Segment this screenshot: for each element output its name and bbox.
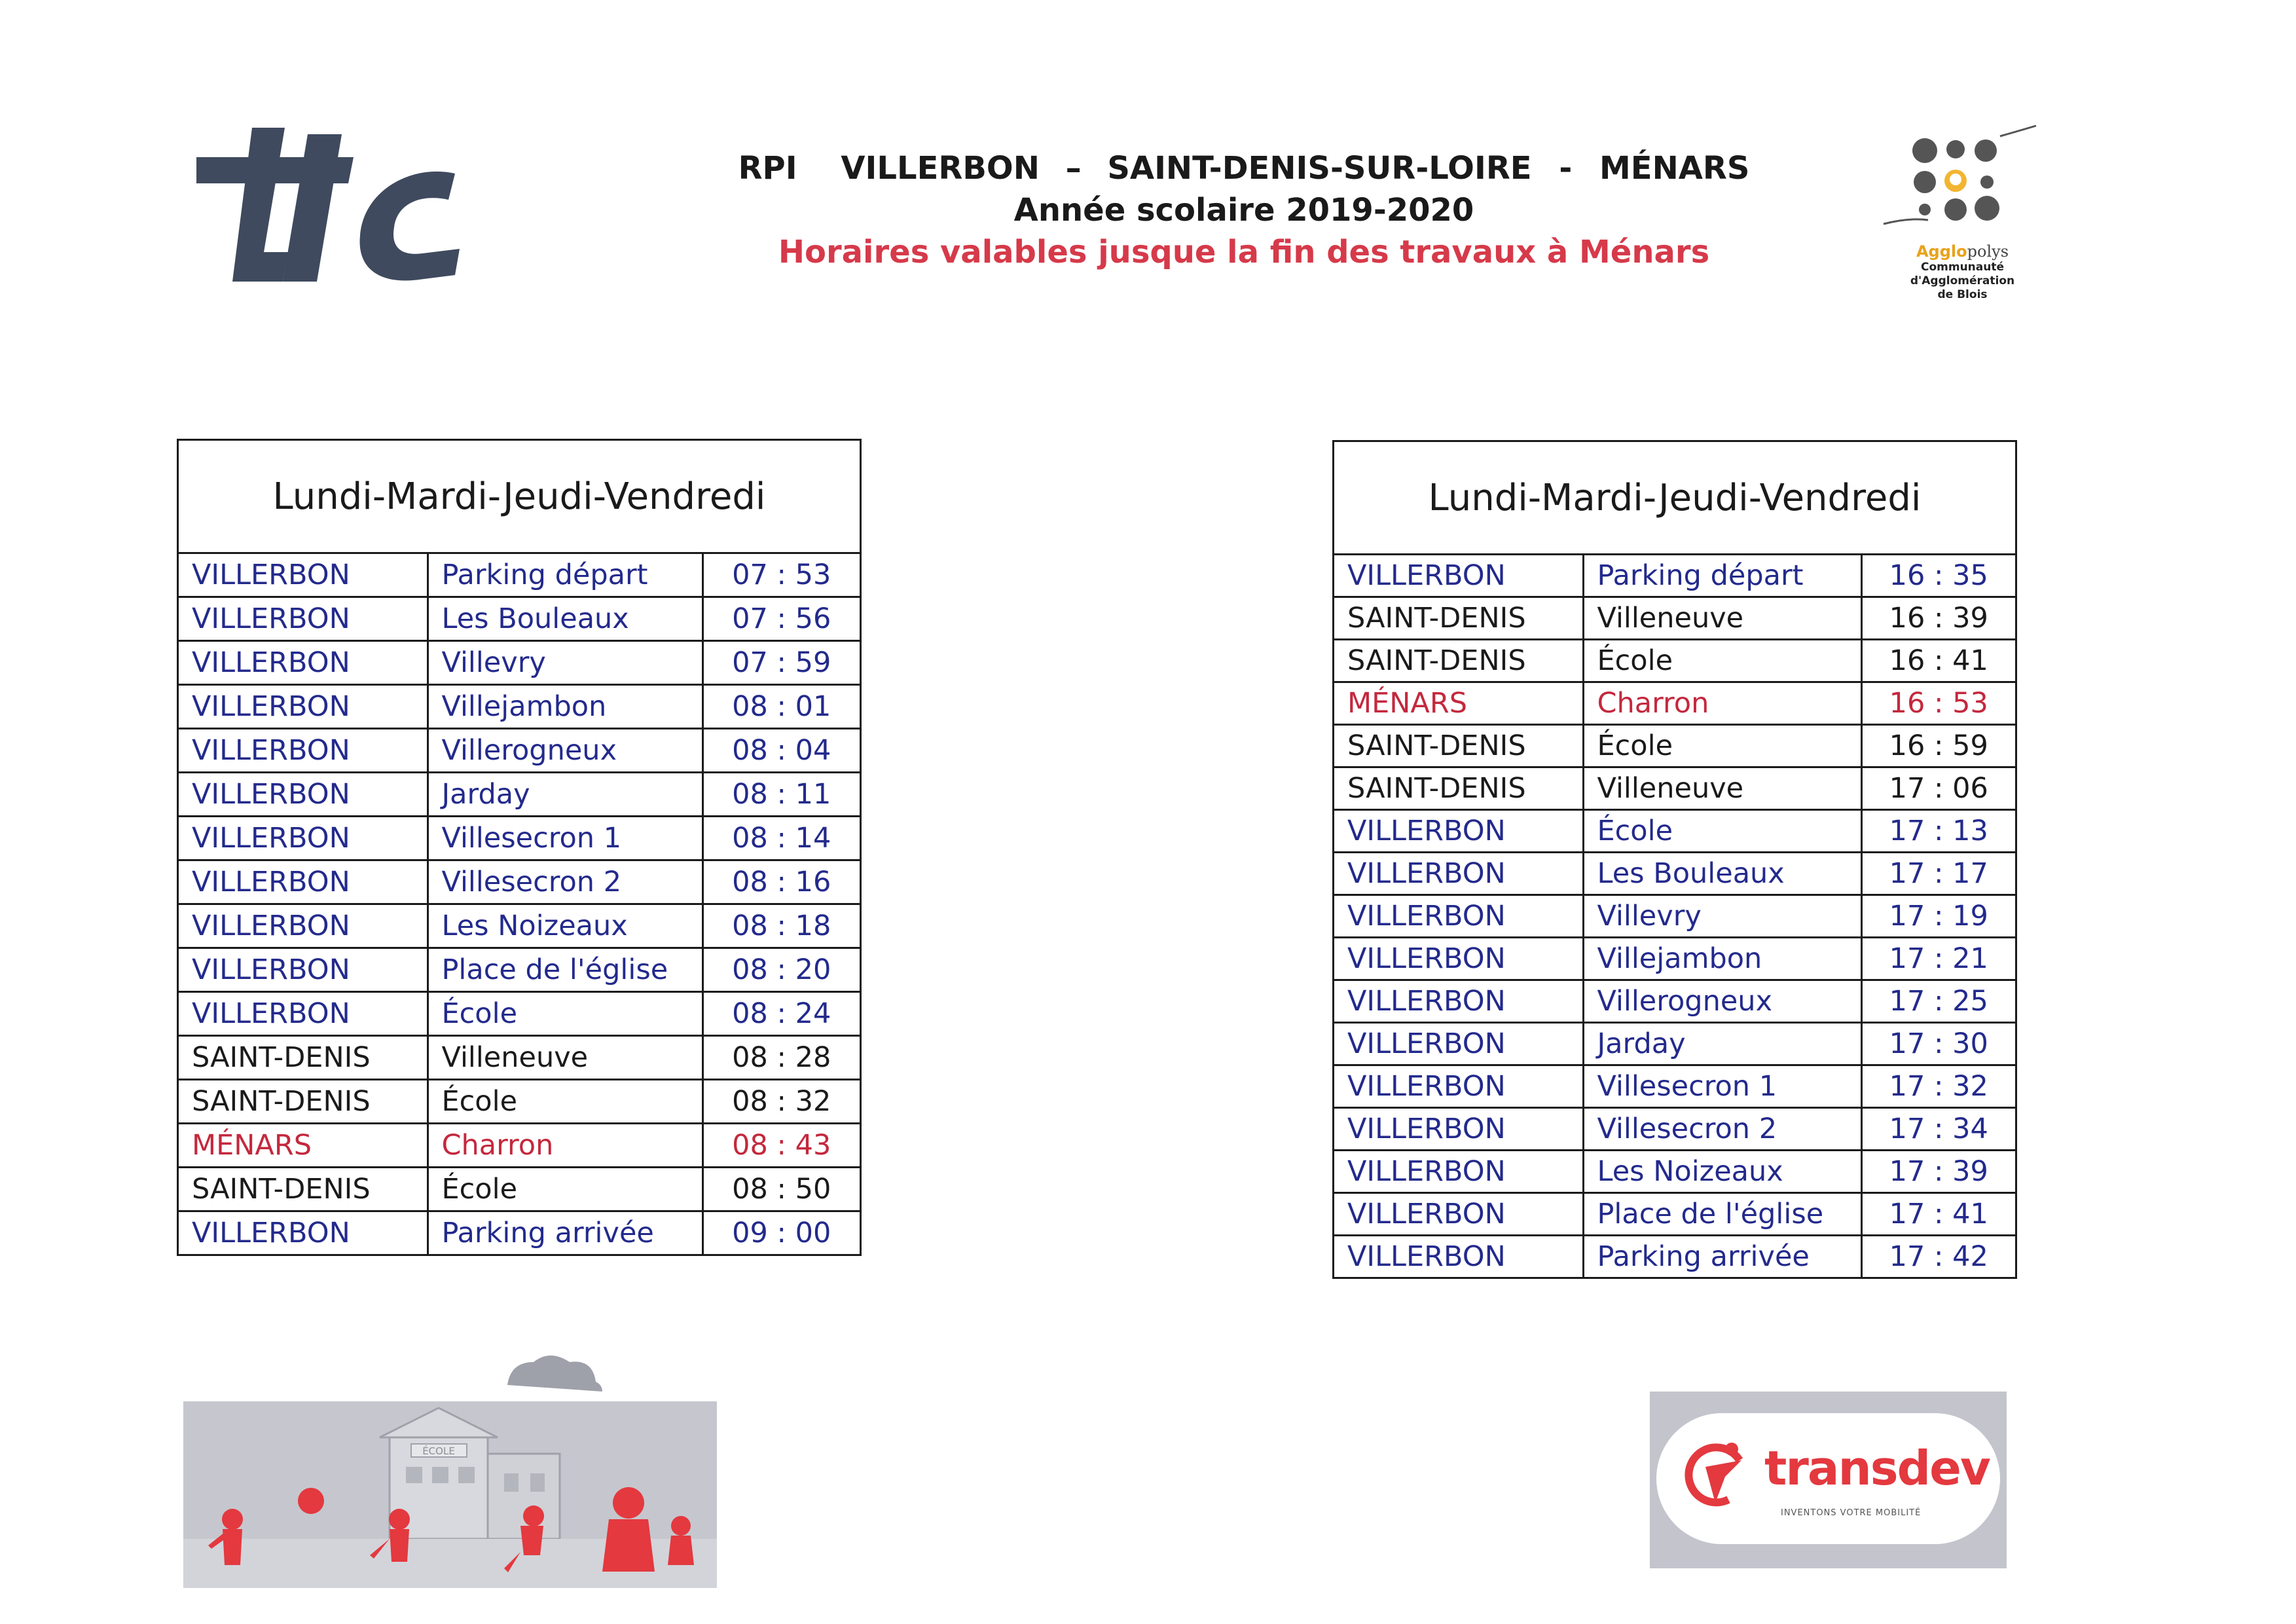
stop-town: VILLERBON xyxy=(179,1211,428,1255)
schedule-row xyxy=(1334,810,2015,853)
stop-time: 08 : 04 xyxy=(702,729,860,773)
stop-time: 16 : 53 xyxy=(1861,682,2015,725)
stop-time: 17 : 34 xyxy=(1861,1108,2015,1151)
tlc-logo xyxy=(196,128,484,291)
agglopolys-logo xyxy=(1882,124,2043,321)
stop-name: Parking arrivée xyxy=(428,1211,702,1255)
schedule-row xyxy=(1334,938,2015,980)
schedule-row xyxy=(1334,597,2015,640)
schedule-row xyxy=(179,729,860,773)
schedule-row xyxy=(1334,767,2015,810)
stop-town: SAINT-DENIS xyxy=(179,1168,428,1211)
stop-time: 07 : 56 xyxy=(702,597,860,641)
stop-time: 08 : 16 xyxy=(702,860,860,904)
stop-name: Parking arrivée xyxy=(1583,1236,1861,1278)
stop-name: Villeneuve xyxy=(1583,597,1861,640)
schedule-row xyxy=(179,1080,860,1124)
stop-town: VILLERBON xyxy=(179,685,428,729)
stop-town: MÉNARS xyxy=(1334,682,1583,725)
stop-time: 08 : 18 xyxy=(702,904,860,948)
schedule-row xyxy=(1334,895,2015,938)
agglopolys-dots-icon xyxy=(1882,124,2043,239)
stop-name: Villesecron 1 xyxy=(428,817,702,860)
schedule-row xyxy=(179,1168,860,1211)
stop-name: Villevry xyxy=(428,641,702,685)
stop-town: VILLERBON xyxy=(179,817,428,860)
stop-name: École xyxy=(1583,725,1861,767)
stop-town: SAINT-DENIS xyxy=(179,1036,428,1080)
stop-town: SAINT-DENIS xyxy=(1334,597,1583,640)
schedule-row xyxy=(1334,725,2015,767)
stop-town: VILLERBON xyxy=(1334,1023,1583,1065)
stop-name: Villejambon xyxy=(1583,938,1861,980)
stop-time: 07 : 59 xyxy=(702,641,860,685)
stop-time: 08 : 20 xyxy=(702,948,860,992)
header-separator: - xyxy=(1559,150,1573,187)
stop-time: 16 : 41 xyxy=(1861,640,2015,682)
schedule-row xyxy=(1334,1065,2015,1108)
header xyxy=(687,147,1800,273)
schedule-row xyxy=(179,597,860,641)
schedule-row xyxy=(179,773,860,817)
schedule-row xyxy=(179,1036,860,1080)
schedule-row xyxy=(1334,1151,2015,1193)
stop-town: VILLERBON xyxy=(1334,555,1583,597)
stop-town: VILLERBON xyxy=(179,597,428,641)
schedule-row xyxy=(179,1124,860,1168)
stop-time: 16 : 59 xyxy=(1861,725,2015,767)
schedule-row xyxy=(1334,555,2015,597)
agglo-subtitle: de Blois xyxy=(1937,288,1988,301)
stop-name: Les Bouleaux xyxy=(1583,853,1861,895)
header-line-1 xyxy=(687,147,1800,189)
stop-town: VILLERBON xyxy=(1334,980,1583,1023)
stop-town: VILLERBON xyxy=(1334,1151,1583,1193)
stop-name: Villevry xyxy=(1583,895,1861,938)
schedule-row xyxy=(1334,1108,2015,1151)
stop-name: École xyxy=(1583,640,1861,682)
stop-name: Les Noizeaux xyxy=(1583,1151,1861,1193)
stop-name: Villerogneux xyxy=(1583,980,1861,1023)
schedule-row xyxy=(179,554,860,597)
agglopolys-wordmark: Agglopolys xyxy=(1916,242,2009,261)
stop-time: 07 : 53 xyxy=(702,554,860,597)
stop-name: Parking départ xyxy=(428,554,702,597)
afternoon-schedule-title: Lundi-Mardi-Jeudi-Vendredi xyxy=(1334,442,2015,555)
stop-name: Villesecron 2 xyxy=(428,860,702,904)
stop-time: 17 : 19 xyxy=(1861,895,2015,938)
stop-time: 08 : 28 xyxy=(702,1036,860,1080)
stop-town: VILLERBON xyxy=(179,773,428,817)
stop-time: 17 : 21 xyxy=(1861,938,2015,980)
stop-name: Place de l'église xyxy=(1583,1193,1861,1236)
stop-time: 17 : 42 xyxy=(1889,1240,1988,1273)
schedule-row xyxy=(179,817,860,860)
stop-town: VILLERBON xyxy=(179,641,428,685)
stop-town: MÉNARS xyxy=(179,1124,428,1168)
school-sign-text: ÉCOLE xyxy=(422,1445,455,1457)
schedule-row xyxy=(179,860,860,904)
schedule-row xyxy=(1334,1193,2015,1236)
stop-time: 17 : 25 xyxy=(1861,980,2015,1023)
agglo-subtitle: d'Agglomération xyxy=(1910,274,2015,287)
stop-name: Parking départ xyxy=(1583,555,1861,597)
stop-town: VILLERBON xyxy=(179,860,428,904)
stop-name: Villeneuve xyxy=(1583,767,1861,810)
stop-time: 17 : 39 xyxy=(1861,1151,2015,1193)
schedule-row xyxy=(1334,1023,2015,1065)
stop-town: VILLERBON xyxy=(1334,1236,1583,1278)
stop-time: 17 : 13 xyxy=(1861,810,2015,853)
stop-name: Villejambon xyxy=(428,685,702,729)
stop-name: École xyxy=(428,1080,702,1124)
header-separator: – xyxy=(1065,150,1082,187)
header-villerbon: VILLERBON xyxy=(841,150,1040,187)
stop-name: Jarday xyxy=(1583,1023,1861,1065)
stop-town: VILLERBON xyxy=(179,554,428,597)
header-menars: MÉNARS xyxy=(1599,150,1750,187)
afternoon-schedule-table xyxy=(1332,440,2017,1279)
stop-name: École xyxy=(1583,810,1861,853)
transdev-logo xyxy=(1650,1392,2007,1568)
stop-time: 17 : 32 xyxy=(1861,1065,2015,1108)
stop-time: 08 : 11 xyxy=(702,773,860,817)
stop-town: VILLERBON xyxy=(1334,938,1583,980)
stop-town: VILLERBON xyxy=(1334,1193,1583,1236)
stop-time: 08 : 24 xyxy=(702,992,860,1036)
schedule-row xyxy=(1334,640,2015,682)
stop-name: Villerogneux xyxy=(428,729,702,773)
transdev-symbol-icon xyxy=(1679,1437,1751,1509)
schedule-row xyxy=(179,641,860,685)
stop-town: VILLERBON xyxy=(179,729,428,773)
stop-time: 17 : 06 xyxy=(1861,767,2015,810)
stop-time: 08 : 01 xyxy=(702,685,860,729)
stop-town: VILLERBON xyxy=(179,948,428,992)
schedule-row xyxy=(179,685,860,729)
stop-name: Villesecron 1 xyxy=(1583,1065,1861,1108)
stop-time: 17 : 41 xyxy=(1861,1193,2015,1236)
agglo-subtitle: Communauté xyxy=(1920,261,2005,274)
stop-name: École xyxy=(428,1168,702,1211)
stop-town: VILLERBON xyxy=(1334,1065,1583,1108)
stop-time: 16 : 39 xyxy=(1861,597,2015,640)
stop-name: Jarday xyxy=(428,773,702,817)
morning-schedule-title: Lundi-Mardi-Jeudi-Vendredi xyxy=(179,441,860,554)
transdev-tagline: INVENTONS VOTRE MOBILITÉ xyxy=(1781,1508,1922,1518)
schedule-row xyxy=(1334,980,2015,1023)
stop-town: VILLERBON xyxy=(1334,1108,1583,1151)
schedule-row xyxy=(179,948,860,992)
stop-name: Les Bouleaux xyxy=(428,597,702,641)
stop-town: SAINT-DENIS xyxy=(1334,640,1583,682)
stop-time: 08 : 32 xyxy=(702,1080,860,1124)
stop-name: Les Noizeaux xyxy=(428,904,702,948)
stop-name: Charron xyxy=(1583,682,1861,725)
stop-time: 08 : 14 xyxy=(702,817,860,860)
stop-name: Charron xyxy=(428,1124,702,1168)
schedule-row xyxy=(179,904,860,948)
schedule-row xyxy=(179,992,860,1036)
stop-time: 09 : 00 xyxy=(732,1217,831,1249)
transdev-wordmark: transdev xyxy=(1764,1441,1990,1496)
stop-town: SAINT-DENIS xyxy=(179,1080,428,1124)
stop-town: VILLERBON xyxy=(1334,810,1583,853)
stop-time: 16 : 35 xyxy=(1861,555,2015,597)
stop-time: 17 : 17 xyxy=(1861,853,2015,895)
stop-name: Villesecron 2 xyxy=(1583,1108,1861,1151)
stop-town: SAINT-DENIS xyxy=(1334,767,1583,810)
schedule-row xyxy=(1334,853,2015,895)
schedule-row xyxy=(1334,682,2015,725)
stop-town: VILLERBON xyxy=(179,904,428,948)
stop-town: VILLERBON xyxy=(179,992,428,1036)
school-year: Année scolaire 2019-2020 xyxy=(1013,192,1474,229)
stop-town: VILLERBON xyxy=(1334,853,1583,895)
stop-time: 08 : 50 xyxy=(702,1168,860,1211)
header-saint-denis: SAINT-DENIS-SUR-LOIRE xyxy=(1107,150,1532,187)
schedule-row xyxy=(1334,1236,2015,1278)
stop-time: 08 : 43 xyxy=(702,1124,860,1168)
stop-town: SAINT-DENIS xyxy=(1334,725,1583,767)
validity-note: Horaires valables jusque la fin des travaux à Ménars xyxy=(778,234,1710,270)
header-rpi: RPI xyxy=(738,150,797,187)
stop-town: VILLERBON xyxy=(1334,895,1583,938)
stop-name: École xyxy=(428,992,702,1036)
schedule-row xyxy=(179,1211,860,1255)
school-children-illustration xyxy=(183,1329,717,1588)
stop-name: Place de l'église xyxy=(428,948,702,992)
stop-time: 17 : 30 xyxy=(1861,1023,2015,1065)
stop-name: Villeneuve xyxy=(428,1036,702,1080)
morning-schedule-table xyxy=(177,439,862,1256)
